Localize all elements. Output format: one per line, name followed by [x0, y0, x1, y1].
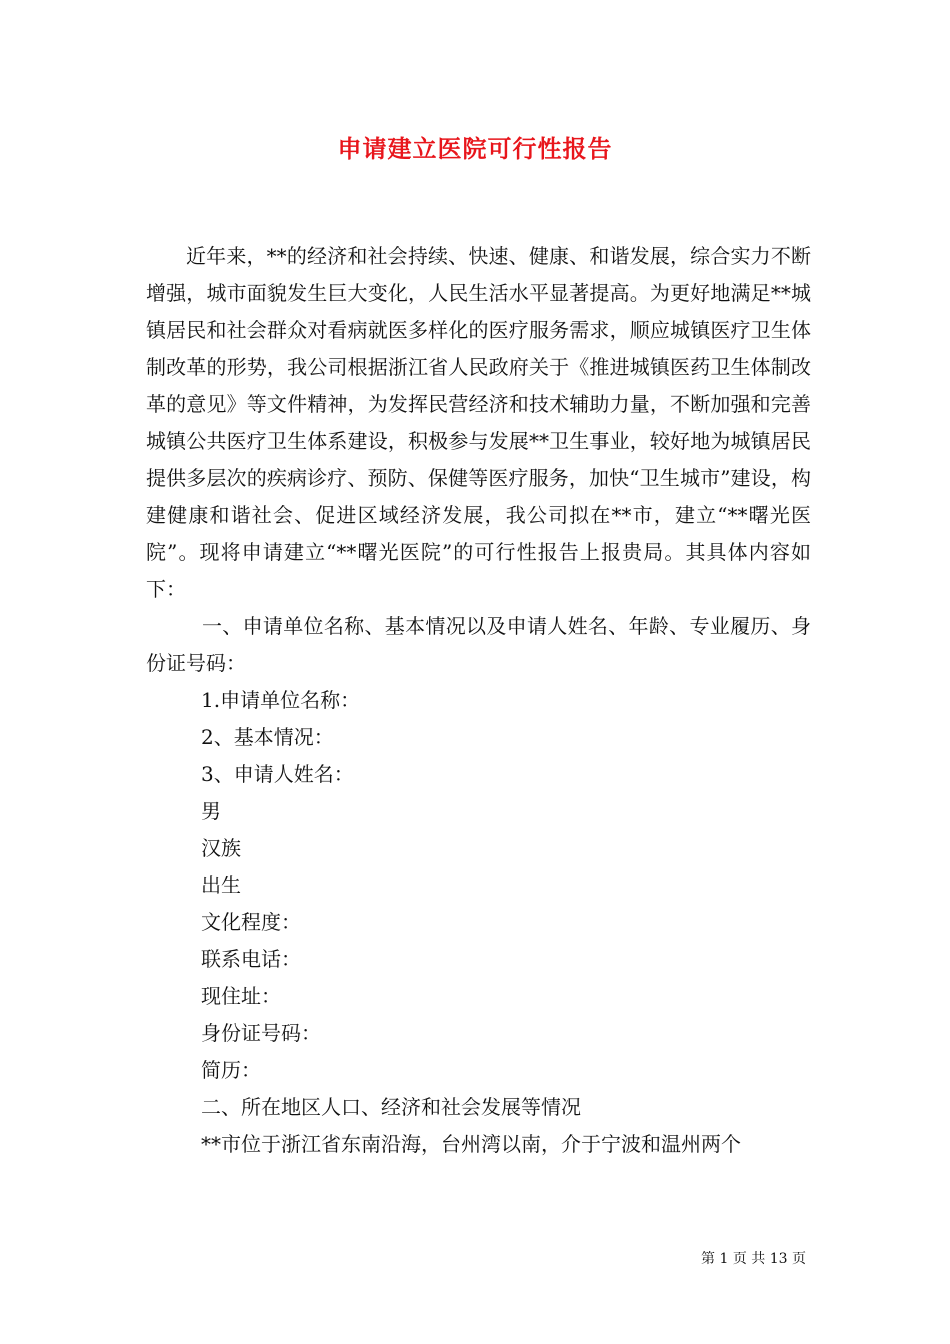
item-gender: 男 [201, 799, 221, 823]
item-unit-name: 1.申请单位名称： [201, 688, 361, 712]
intro-paragraph: 近年来，**的经济和社会持续、快速、健康、和谐发展，综合实力不断增强，城市面貌发生巨大变化，人民生活水平显著提高。为更好地满足**城镇居民和社会群众对看病就医多样化的医疗服务需求，顺应城镇医疗卫生体制改革的形势，我公司根据浙江省人民政府关于《推进城镇医药卫生体制改革的意见》等文件精神，为发挥民营经济和技术辅助力量，不断加强和完善城镇公共医疗卫生体系建设，积极参与发展**卫生事业，较好地为城镇居民提供多层次的疾病诊疗、预防、保健等医疗服务，加快“卫生城市”建设，构建健康和谐社会、促进区域经济发展，我公司拟在**市，建立“**曙光医院”。现将申请建立“**曙光医院”的可行性报告上报贵局。其具体内容如下： [146, 244, 811, 601]
item-phone: 联系电话： [201, 947, 301, 971]
section-2-first-line: **市位于浙江省东南沿海，台州湾以南，介于宁波和温州两个 [201, 1132, 741, 1156]
page-number: 第 1 页 共 13 页 [701, 1251, 806, 1267]
item-education: 文化程度： [201, 910, 301, 934]
item-basic-info: 2、基本情况： [201, 725, 334, 749]
item-address: 现住址： [201, 984, 281, 1008]
section-1-heading: 一、申请单位名称、基本情况以及申请人姓名、年龄、专业履历、身份证号码： [146, 614, 811, 675]
item-ethnicity: 汉族 [201, 836, 241, 860]
item-resume: 简历： [201, 1058, 261, 1082]
item-id-number: 身份证号码： [201, 1021, 321, 1045]
item-birth: 出生 [201, 873, 241, 897]
item-applicant-name: 3、申请人姓名： [201, 762, 354, 786]
document-body [146, 238, 811, 1163]
section-2-heading: 二、所在地区人口、经济和社会发展等情况 [201, 1095, 581, 1119]
document-title: 申请建立医院可行性报告 [337, 134, 613, 163]
